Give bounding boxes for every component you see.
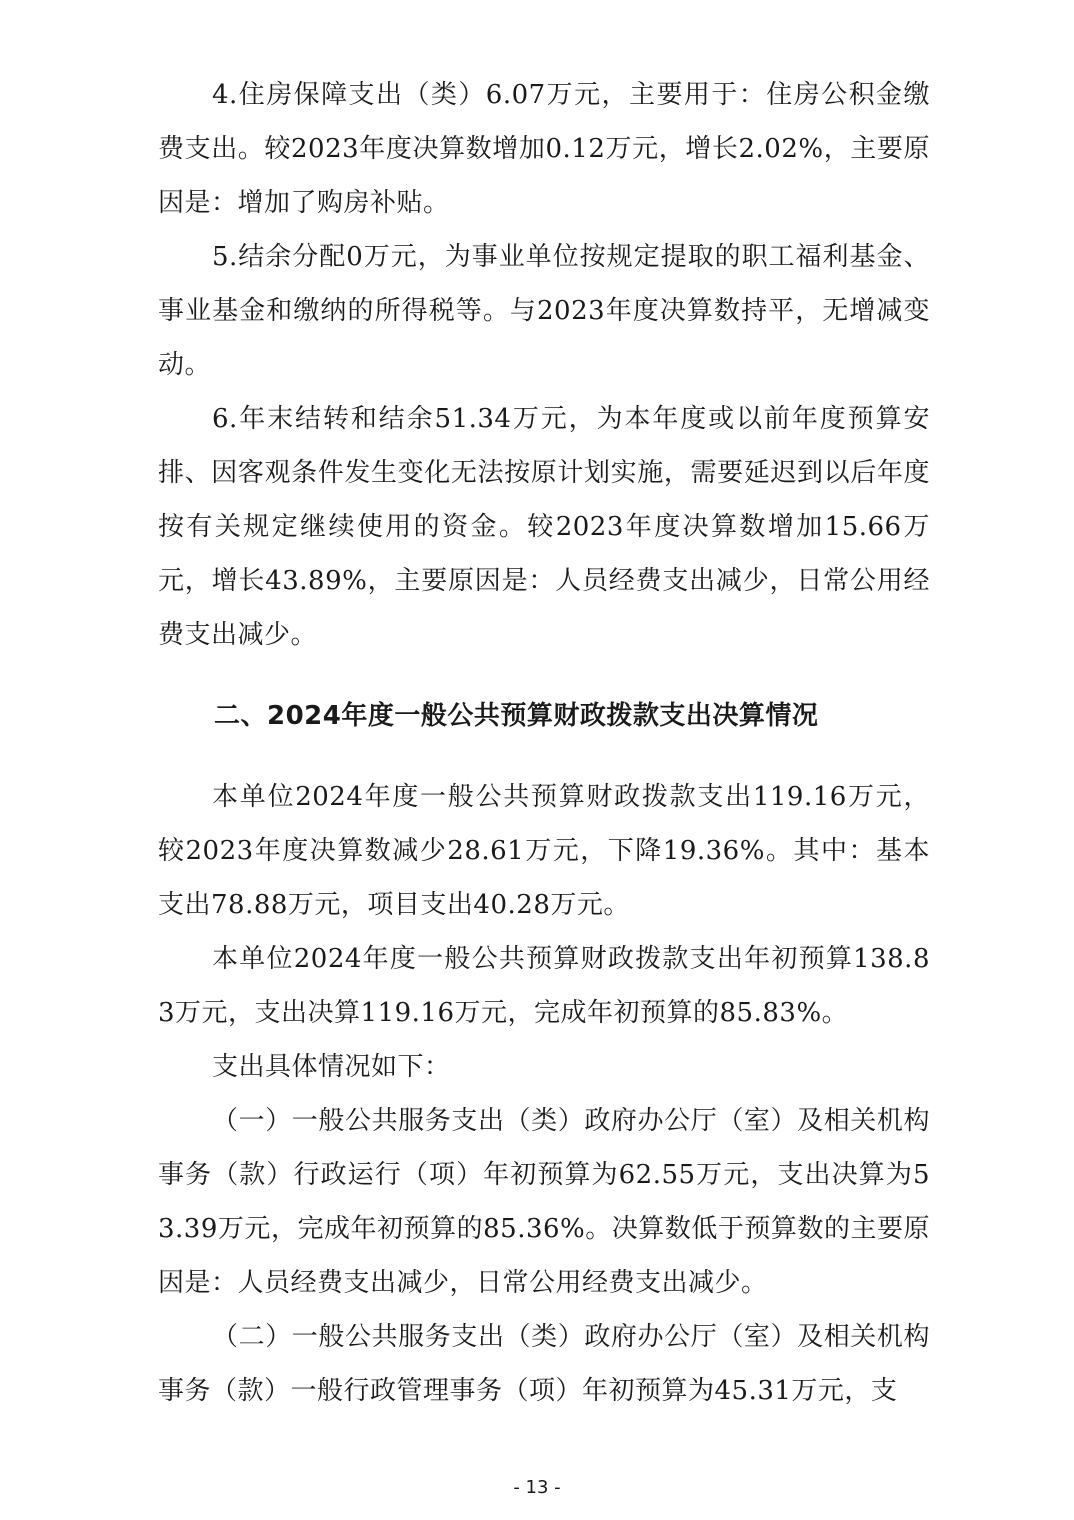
paragraph-budget-completion: 本单位2024年度一般公共预算财政拨款支出年初预算138.83万元，支出决算119.16万元，完成年初预算的85.83%。 [158,944,930,1028]
paragraph-details-intro: 支出具体情况如下： [212,1052,451,1082]
paragraph-housing-security: 4.住房保障支出（类）6.07万元，主要用于：住房公积金缴费支出。较2023年度决算数增加0.12万元，增长2.02%，主要原因是：增加了购房补贴。 [158,80,930,218]
page-number: - 13 - [513,1477,561,1498]
paragraph-year-end-carryover: 6.年末结转和结余51.34万元，为本年度或以前年度预算安排、因客观条件发生变化无法按原计划实施，需要延迟到以后年度按有关规定继续使用的资金。较2023年度决算数增加15.66万元，增长43.89%，主要原因是：人员经费支出减少，日常公用经费支出减少。 [158,404,930,650]
section-heading: 二、2024年度一般公共预算财政拨款支出决算情况 [214,701,819,731]
paragraph-expenditure-summary: 本单位2024年度一般公共预算财政拨款支出119.16万元，较2023年度决算数减少28.61万元，下降19.36%。其中：基本支出78.88万元，项目支出40.28万元。 [158,782,930,920]
paragraph-item-two: （二）一般公共服务支出（类）政府办公厅（室）及相关机构事务（款）一般行政管理事务（项）年初预算为45.31万元，支 [158,1322,930,1406]
paragraph-item-one: （一）一般公共服务支出（类）政府办公厅（室）及相关机构事务（款）行政运行（项）年初预算为62.55万元，支出决算为53.39万元，完成年初预算的85.36%。决算数低于预算数的主要原因是：人员经费支出减少，日常公用经费支出减少。 [158,1106,930,1298]
paragraph-surplus-distribution: 5.结余分配0万元，为事业单位按规定提取的职工福利基金、事业基金和缴纳的所得税等。与2023年度决算数持平，无增减变动。 [158,242,930,380]
